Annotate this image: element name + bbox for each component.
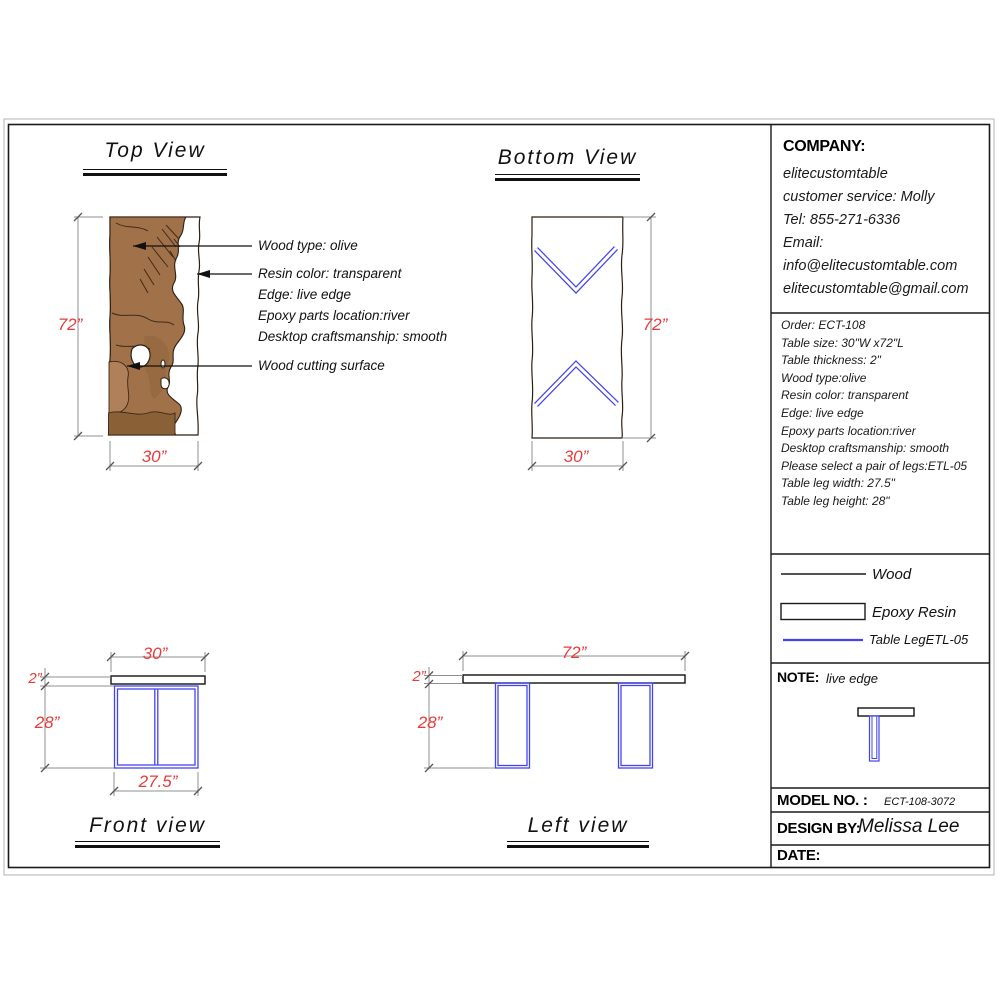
order-details [781, 317, 967, 511]
top-view-title-rule [83, 169, 227, 176]
company-tel: Tel: 855-271-6336 [783, 212, 901, 228]
order-leg-height: Table leg height: 28" [781, 493, 890, 508]
order-epoxy-location: Epoxy parts location:river [781, 423, 916, 438]
note-diagram [858, 708, 914, 761]
bottom-view-width-dim: 30” [563, 447, 589, 466]
company-name: elitecustomtable [783, 166, 888, 182]
bottom-view-slab [532, 217, 623, 438]
front-view-leg-height-dim: 28” [34, 713, 60, 732]
order-leg-width: Table leg width: 27.5" [781, 476, 895, 491]
legend-leg-label: Table LegETL-05 [869, 632, 969, 647]
order-edge: Edge: live edge [781, 405, 864, 420]
top-view-width-dim: 30” [141, 447, 167, 466]
top-view-height-dim: 72” [57, 315, 83, 334]
front-view-top-dim: 30” [142, 644, 168, 663]
legend-epoxy-swatch [781, 604, 865, 620]
bottom-view-title-rule [495, 174, 640, 181]
bottom-view-title: Bottom View [497, 146, 638, 169]
company-service: customer service: Molly [783, 189, 935, 205]
top-view-title: Top View [104, 139, 206, 162]
annotation-wood-type: Wood type: olive [258, 238, 358, 253]
company-email-1: info@elitecustomtable.com [783, 258, 958, 274]
order-legs: Please select a pair of legs:ETL-05 [781, 458, 968, 473]
design-by-value: Melissa Lee [858, 816, 960, 837]
legend-epoxy-label: Epoxy Resin [872, 604, 957, 621]
model-no-label: MODEL NO. : [777, 792, 868, 809]
order-wood-type: Wood type:olive [781, 370, 867, 385]
left-view-leg-height-dim: 28” [417, 713, 443, 732]
legend-wood-label: Wood [872, 566, 912, 583]
left-view-thickness-dim: 2” [412, 668, 426, 685]
legend-graphics [781, 574, 866, 640]
order-number: Order: ECT-108 [781, 318, 866, 332]
company-email-label: Email: [783, 235, 824, 251]
front-view-leg-width-dim: 27.5” [138, 772, 178, 791]
top-view-slab [109, 217, 201, 435]
left-view-top-dim: 72” [561, 643, 587, 662]
note-label: NOTE: [777, 669, 820, 685]
left-view-title: Left view [527, 814, 629, 837]
annotation-cutting-surface: Wood cutting surface [258, 358, 385, 373]
annotation-resin-color: Resin color: transparent [258, 266, 402, 281]
front-view-thickness-dim: 2” [28, 670, 42, 687]
company-label: COMPANY: [783, 138, 866, 155]
annotation-edge: Edge: live edge [258, 287, 352, 302]
left-view-title-rule [507, 841, 649, 848]
order-resin-color: Resin color: transparent [781, 388, 909, 403]
order-table-thickness: Table thickness: 2" [781, 353, 881, 368]
front-view-drawing [111, 676, 205, 768]
order-craftsmanship: Desktop craftsmanship: smooth [781, 441, 950, 456]
model-no-value: ECT-108-3072 [884, 796, 956, 808]
bottom-view-height-dim: 72” [642, 315, 668, 334]
left-view-drawing [463, 675, 685, 768]
annotation-epoxy-location: Epoxy parts location:river [258, 308, 410, 323]
design-by-label: DESIGN BY: [777, 820, 861, 837]
date-label: DATE: [777, 847, 821, 864]
note-value: live edge [826, 671, 879, 686]
company-email-2: elitecustomtable@gmail.com [783, 281, 969, 297]
front-view-title: Front view [89, 814, 206, 837]
annotation-craftsmanship: Desktop craftsmanship: smooth [258, 329, 448, 344]
front-view-title-rule [75, 841, 220, 848]
company-info [783, 163, 969, 301]
order-table-size: Table size: 30"W x72"L [781, 335, 904, 350]
